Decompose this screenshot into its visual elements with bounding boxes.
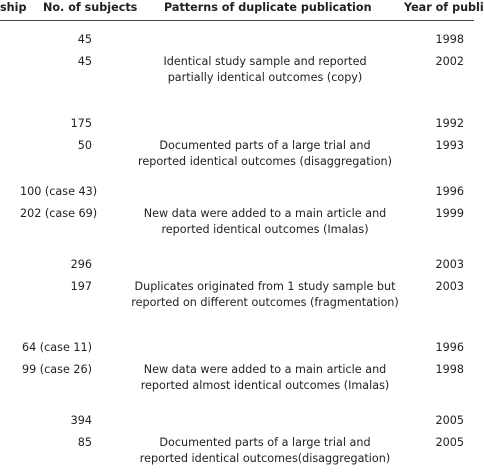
- cell-subjects: 50: [77, 139, 92, 152]
- cell-year: 1993: [435, 139, 464, 152]
- cell-subjects: 202 (case 69): [20, 207, 98, 220]
- cell-subjects: 197: [70, 280, 92, 293]
- cell-pattern-line: Documented parts of a large trial and: [159, 139, 371, 152]
- cell-subjects: 175: [70, 117, 92, 130]
- header-relationship: ship: [0, 1, 27, 14]
- cell-pattern-line: Duplicates originated from 1 study sample but: [134, 280, 396, 293]
- cell-year: 2003: [435, 280, 464, 293]
- cell-subjects: 394: [70, 414, 92, 427]
- header-year: Year of publi: [404, 1, 484, 14]
- cell-pattern-line: reported identical outcomes(disaggregation): [139, 452, 391, 465]
- header-patterns: Patterns of duplicate publication: [164, 1, 372, 14]
- cell-year: 1998: [435, 33, 464, 46]
- cell-subjects: 296: [70, 258, 92, 271]
- header-subjects: No. of subjects: [43, 1, 138, 14]
- cell-year: 1998: [435, 363, 464, 376]
- cell-subjects: 45: [77, 55, 92, 68]
- cell-pattern-line: reported almost identical outcomes (Imalas): [140, 379, 390, 392]
- cell-subjects: 45: [77, 33, 92, 46]
- cell-pattern-line: reported on different outcomes (fragmentation): [131, 296, 399, 309]
- cell-subjects: 64 (case 11): [21, 341, 92, 354]
- cell-pattern-line: Identical study sample and reported: [163, 55, 367, 68]
- header-rule: [0, 20, 474, 21]
- cell-subjects: 100 (case 43): [20, 185, 98, 198]
- cell-pattern-line: New data were added to a main article and: [143, 207, 387, 220]
- cell-pattern-line: New data were added to a main article and: [143, 363, 387, 376]
- cell-year: 2005: [435, 436, 464, 449]
- cell-year: 1992: [435, 117, 464, 130]
- cell-year: 2002: [435, 55, 464, 68]
- cell-year: 2005: [435, 414, 464, 427]
- cell-pattern-line: partially identical outcomes (copy): [167, 71, 363, 84]
- cell-pattern-line: Documented parts of a large trial and: [159, 436, 371, 449]
- table-header: [0, 0, 484, 25]
- cell-pattern-line: reported identical outcomes (Imalas): [161, 223, 369, 236]
- cell-subjects: 99 (case 26): [21, 363, 92, 376]
- cell-year: 1999: [435, 207, 464, 220]
- cell-year: 2003: [435, 258, 464, 271]
- cell-pattern-line: reported identical outcomes (disaggregation): [138, 155, 392, 168]
- cell-year: 1996: [435, 341, 464, 354]
- cell-year: 1996: [435, 185, 464, 198]
- cell-subjects: 85: [77, 436, 92, 449]
